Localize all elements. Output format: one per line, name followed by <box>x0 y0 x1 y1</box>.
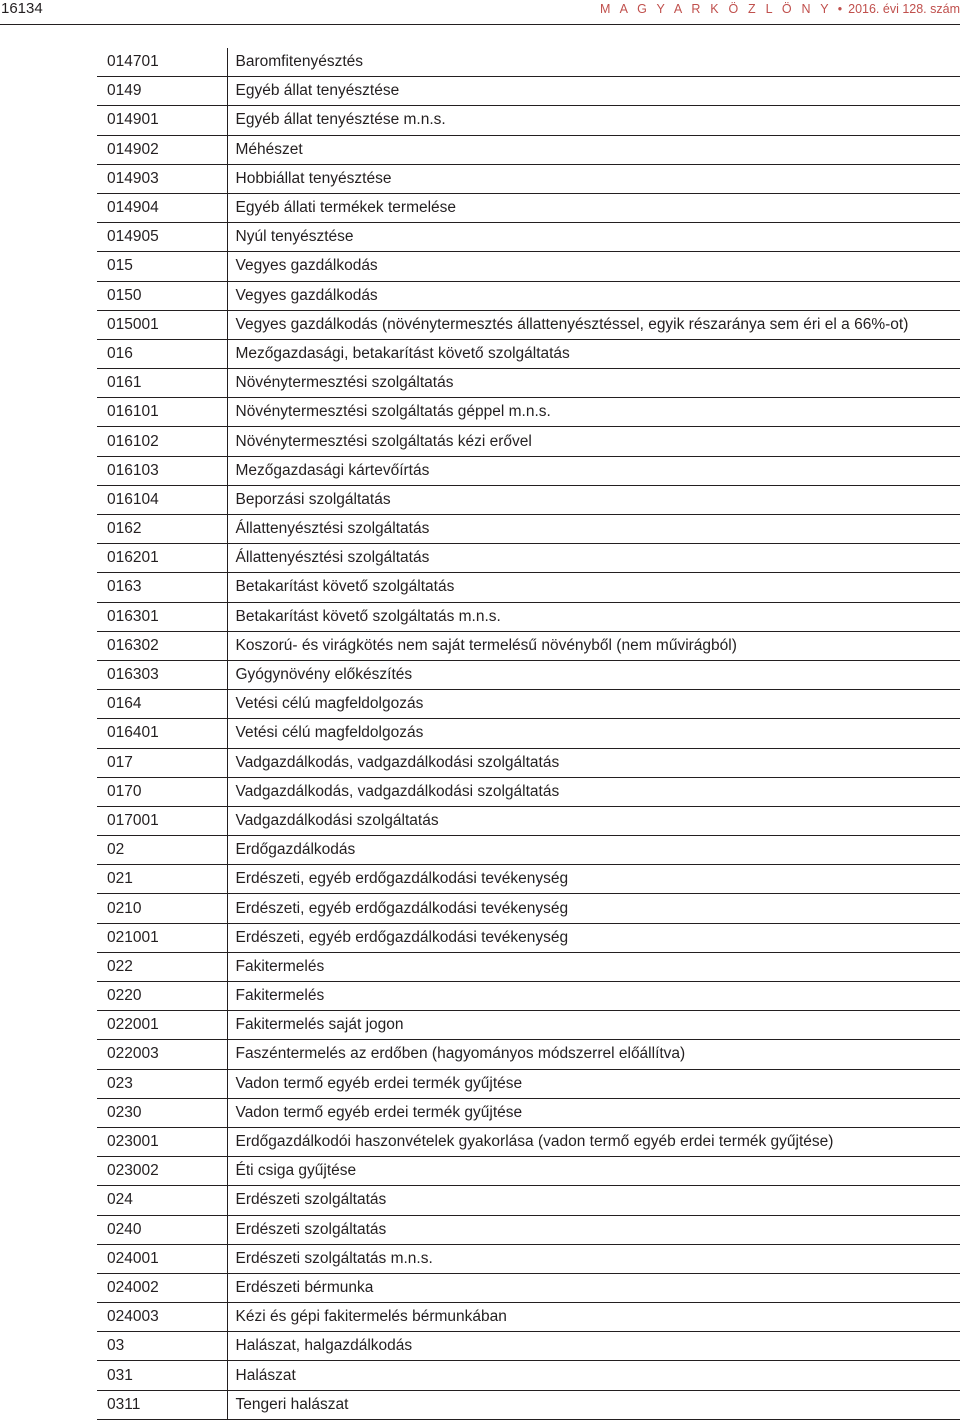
activity-description: Vetési célú magfeldolgozás <box>227 719 960 748</box>
activity-description: Vegyes gazdálkodás <box>227 252 960 281</box>
activity-code: 016303 <box>97 660 227 689</box>
table-row <box>97 339 960 368</box>
table-row <box>97 923 960 952</box>
activity-description: Erdészeti szolgáltatás m.n.s. <box>227 1244 960 1273</box>
activity-code: 022003 <box>97 1040 227 1069</box>
activity-code: 023002 <box>97 1157 227 1186</box>
activity-code: 016 <box>97 339 227 368</box>
activity-code: 023001 <box>97 1127 227 1156</box>
table-row <box>97 1332 960 1361</box>
activity-description: Vadgazdálkodási szolgáltatás <box>227 806 960 835</box>
activity-description: Növénytermesztési szolgáltatás kézi erővel <box>227 427 960 456</box>
activity-description: Baromfitenyésztés <box>227 48 960 77</box>
activity-code: 02 <box>97 836 227 865</box>
table-row <box>97 252 960 281</box>
table-row <box>97 836 960 865</box>
activity-code: 021 <box>97 865 227 894</box>
activity-description: Fakitermelés saját jogon <box>227 1011 960 1040</box>
table-row <box>97 982 960 1011</box>
activity-description: Erdőgazdálkodói haszonvételek gyakorlása (vadon termő egyéb erdei termék gyűjtése) <box>227 1127 960 1156</box>
activity-description: Gyógynövény előkészítés <box>227 660 960 689</box>
table-row <box>97 223 960 252</box>
activity-description: Egyéb állati termékek termelése <box>227 193 960 222</box>
activity-code: 0170 <box>97 777 227 806</box>
table-row <box>97 1390 960 1419</box>
activity-description: Erdészeti, egyéb erdőgazdálkodási tevékenység <box>227 923 960 952</box>
activity-description: Nyúl tenyésztése <box>227 223 960 252</box>
activity-code: 022001 <box>97 1011 227 1040</box>
table-row <box>97 427 960 456</box>
table-row <box>97 164 960 193</box>
activity-code: 014901 <box>97 106 227 135</box>
activity-code: 03 <box>97 1332 227 1361</box>
activity-description: Fakitermelés <box>227 952 960 981</box>
activity-description: Tengeri halászat <box>227 1390 960 1419</box>
activity-description: Növénytermesztési szolgáltatás géppel m.n.s. <box>227 398 960 427</box>
activity-code: 0150 <box>97 281 227 310</box>
table-row <box>97 515 960 544</box>
activity-code: 0210 <box>97 894 227 923</box>
activity-code: 016201 <box>97 544 227 573</box>
activity-code: 016102 <box>97 427 227 456</box>
activity-description: Állattenyésztési szolgáltatás <box>227 544 960 573</box>
activity-code: 015 <box>97 252 227 281</box>
activity-description: Egyéb állat tenyésztése m.n.s. <box>227 106 960 135</box>
table-row <box>97 1098 960 1127</box>
activity-description: Erdészeti bérmunka <box>227 1273 960 1302</box>
activity-description: Betakarítást követő szolgáltatás <box>227 573 960 602</box>
activity-code: 024002 <box>97 1273 227 1302</box>
activity-code: 024003 <box>97 1303 227 1332</box>
activity-code-table <box>97 48 960 1420</box>
table-row <box>97 719 960 748</box>
activity-code: 022 <box>97 952 227 981</box>
activity-description: Mezőgazdasági, betakarítást követő szolgáltatás <box>227 339 960 368</box>
table-row <box>97 135 960 164</box>
activity-code: 014902 <box>97 135 227 164</box>
activity-code: 0149 <box>97 77 227 106</box>
table-row <box>97 748 960 777</box>
table-row <box>97 281 960 310</box>
activity-description: Halászat, halgazdálkodás <box>227 1332 960 1361</box>
activity-code: 016302 <box>97 631 227 660</box>
activity-code: 024001 <box>97 1244 227 1273</box>
activity-description: Állattenyésztési szolgáltatás <box>227 515 960 544</box>
activity-description: Kézi és gépi fakitermelés bérmunkában <box>227 1303 960 1332</box>
activity-description: Vadon termő egyéb erdei termék gyűjtése <box>227 1069 960 1098</box>
activity-description: Erdészeti szolgáltatás <box>227 1186 960 1215</box>
table-row <box>97 602 960 631</box>
activity-code: 014904 <box>97 193 227 222</box>
activity-description: Fakitermelés <box>227 982 960 1011</box>
page-header <box>0 0 960 25</box>
activity-description: Koszorú- és virágkötés nem saját termelésű növényből (nem művirágból) <box>227 631 960 660</box>
table-row <box>97 1244 960 1273</box>
journal-header-title <box>600 2 960 16</box>
table-row <box>97 573 960 602</box>
page-number: 16134 <box>1 0 43 17</box>
activity-description: Betakarítást követő szolgáltatás m.n.s. <box>227 602 960 631</box>
table-row <box>97 544 960 573</box>
table-row <box>97 1361 960 1390</box>
table-row <box>97 485 960 514</box>
activity-description: Erdőgazdálkodás <box>227 836 960 865</box>
activity-code: 016301 <box>97 602 227 631</box>
activity-code: 014903 <box>97 164 227 193</box>
table-row <box>97 1273 960 1302</box>
activity-code: 0311 <box>97 1390 227 1419</box>
activity-description: Erdészeti szolgáltatás <box>227 1215 960 1244</box>
table-row <box>97 1303 960 1332</box>
table-row <box>97 1186 960 1215</box>
activity-code: 031 <box>97 1361 227 1390</box>
activity-code: 015001 <box>97 310 227 339</box>
activity-description: Vegyes gazdálkodás (növénytermesztés állattenyésztéssel, egyik részaránya sem éri el a 66%-ot) <box>227 310 960 339</box>
table-row <box>97 193 960 222</box>
activity-description: Éti csiga gyűjtése <box>227 1157 960 1186</box>
table-row <box>97 1215 960 1244</box>
table-row <box>97 106 960 135</box>
activity-description: Vadgazdálkodás, vadgazdálkodási szolgáltatás <box>227 777 960 806</box>
table-row <box>97 1157 960 1186</box>
table-row <box>97 806 960 835</box>
activity-description: Vegyes gazdálkodás <box>227 281 960 310</box>
table-row <box>97 456 960 485</box>
activity-code: 0164 <box>97 690 227 719</box>
activity-description: Hobbiállat tenyésztése <box>227 164 960 193</box>
activity-description: Vetési célú magfeldolgozás <box>227 690 960 719</box>
activity-code: 016101 <box>97 398 227 427</box>
activity-description: Halászat <box>227 1361 960 1390</box>
table-row <box>97 398 960 427</box>
table-row <box>97 894 960 923</box>
header-separator: • <box>837 2 843 16</box>
table-row <box>97 777 960 806</box>
activity-code: 014905 <box>97 223 227 252</box>
activity-description: Mezőgazdasági kártevőírtás <box>227 456 960 485</box>
table-row <box>97 77 960 106</box>
table-row <box>97 1069 960 1098</box>
journal-name: M A G Y A R K Ö Z L Ö N Y <box>600 2 832 16</box>
activity-code: 024 <box>97 1186 227 1215</box>
activity-code: 017 <box>97 748 227 777</box>
table-row <box>97 865 960 894</box>
activity-description: Faszéntermelés az erdőben (hagyományos módszerrel előállítva) <box>227 1040 960 1069</box>
activity-code: 016103 <box>97 456 227 485</box>
table-row <box>97 660 960 689</box>
activity-description: Erdészeti, egyéb erdőgazdálkodási tevékenység <box>227 865 960 894</box>
activity-description: Egyéb állat tenyésztése <box>227 77 960 106</box>
table-row <box>97 631 960 660</box>
activity-description: Erdészeti, egyéb erdőgazdálkodási tevékenység <box>227 894 960 923</box>
activity-description: Vadgazdálkodás, vadgazdálkodási szolgáltatás <box>227 748 960 777</box>
activity-code: 0161 <box>97 369 227 398</box>
activity-code: 016401 <box>97 719 227 748</box>
activity-code: 023 <box>97 1069 227 1098</box>
activity-code-table-body <box>97 48 960 1419</box>
table-row <box>97 369 960 398</box>
table-row <box>97 1040 960 1069</box>
activity-code: 0230 <box>97 1098 227 1127</box>
table-row <box>97 310 960 339</box>
activity-code: 021001 <box>97 923 227 952</box>
activity-code: 016104 <box>97 485 227 514</box>
activity-description: Méhészet <box>227 135 960 164</box>
activity-description: Növénytermesztési szolgáltatás <box>227 369 960 398</box>
table-row <box>97 952 960 981</box>
activity-description: Beporzási szolgáltatás <box>227 485 960 514</box>
activity-description: Vadon termő egyéb erdei termék gyűjtése <box>227 1098 960 1127</box>
activity-code: 0220 <box>97 982 227 1011</box>
table-row <box>97 690 960 719</box>
activity-code: 0163 <box>97 573 227 602</box>
table-row <box>97 48 960 77</box>
activity-code: 0162 <box>97 515 227 544</box>
issue-number: 2016. évi 128. szám <box>848 2 960 16</box>
activity-code: 017001 <box>97 806 227 835</box>
activity-code: 014701 <box>97 48 227 77</box>
table-row <box>97 1011 960 1040</box>
table-row <box>97 1127 960 1156</box>
activity-code: 0240 <box>97 1215 227 1244</box>
